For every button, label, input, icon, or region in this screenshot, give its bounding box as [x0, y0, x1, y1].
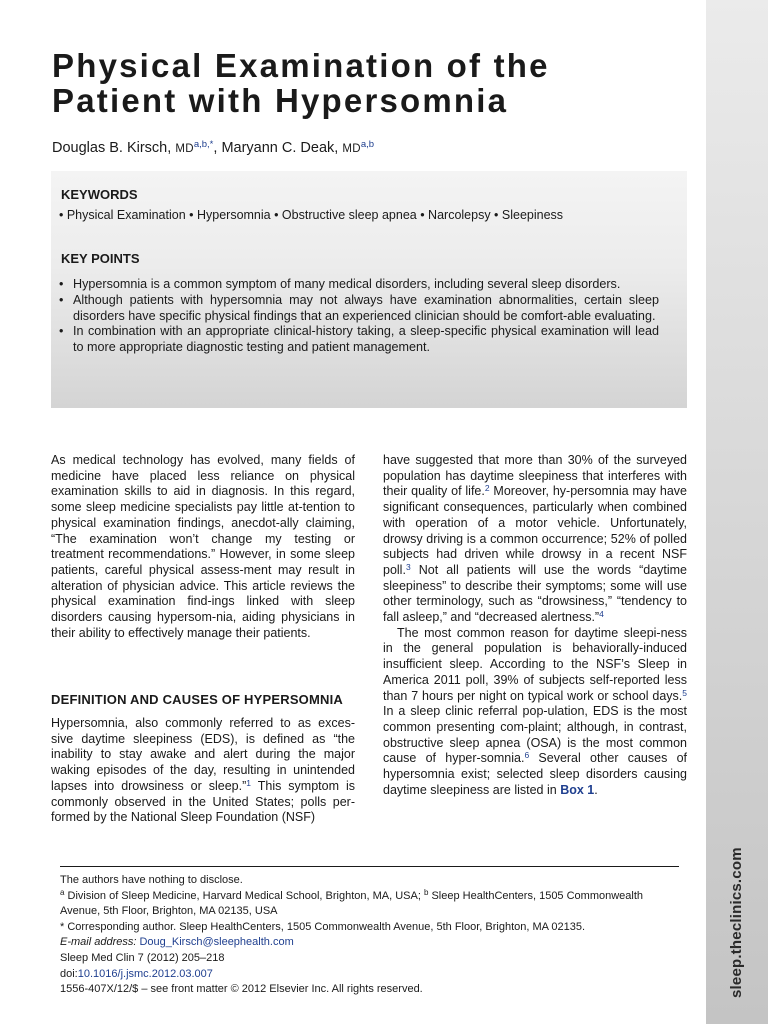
doi-link[interactable]: 10.1016/j.jsmc.2012.03.007: [77, 967, 213, 980]
journal-site-link[interactable]: sleep.theclinics.com: [728, 847, 745, 998]
keywords-keypoints-box: [51, 171, 687, 408]
title-line-1: Physical Examination of the: [52, 47, 550, 84]
definition-column: [51, 716, 355, 826]
reference-link[interactable]: 6: [524, 750, 530, 761]
reference-link[interactable]: 2: [484, 483, 490, 494]
doi-line: doi:10.1016/j.jsmc.2012.03.007: [60, 967, 213, 980]
key-points-list: [59, 277, 659, 356]
article-title: [52, 48, 692, 118]
reference-link[interactable]: 3: [405, 561, 411, 572]
corresponding-star[interactable]: *: [209, 139, 214, 150]
disclosure: The authors have nothing to disclose.: [60, 874, 243, 886]
bullet: •: [59, 324, 64, 339]
body-column-right: [383, 453, 687, 798]
section-heading: DEFINITION AND CAUSES OF HYPERSOMNIA: [51, 692, 344, 707]
box-1-link[interactable]: Box 1: [560, 782, 595, 797]
footnote-divider: [60, 866, 679, 867]
author-2-affiliation[interactable]: a,b: [360, 139, 375, 150]
author-2-name: Maryann C. Deak,: [221, 140, 343, 156]
copyright-line: 1556-407X/12/$ – see front matter © 2012 Elsevier Inc. All rights reserved.: [60, 983, 423, 995]
journal-sidebar: [706, 0, 768, 1024]
author-2-degree: MD: [342, 143, 361, 155]
continued-paragraph: have suggested that more than 30% of the surveyed population has daytime sleepiness that interferes with their quality of life.$^2$ Moreover, hy-persomnia may have significant consequences, particularly when combined with operation of a motor vehicle. Unfortunately, drowsy driving is a common occurrence; 52% of polled subjects had driven while drowsy in a recent NSF poll.$^3$ Not all patients will use the words “daytime sleepiness” to describe their symptoms; some will use other terminology, such as “drowsiness,” “tendency to fall asleep,” and “decreased alertness.”$^4$: [383, 453, 687, 625]
causes-paragraph: The most common reason for daytime sleepi-ness in the general population is behaviorally-induced insufficient sleep. According to the NSF’s Sleep in America 2011 poll, 39% of subjects self-reported less than 7 hours per night on typical work or school days.$^5$ In a sleep clinic referral pop-ulation, EDS is the most common presenting com-plaint; although, in contrast, obstructive sleep apnea (OSA) is the most common cause of hyper-somnia.$^6$ Several other causes of hypersomnia exist; selected sleep disorders causing daytime sleepiness are listed in Box 1.: [383, 625, 687, 797]
author-1-affiliation[interactable]: a,b,*: [193, 139, 214, 150]
corresponding-author: * Corresponding author. Sleep HealthCenters, 1505 Commonwealth Avenue, 5th Floor, Brighton, MA 02135.: [60, 920, 586, 933]
reference-link[interactable]: 4: [599, 609, 604, 620]
intro-paragraph: As medical technology has evolved, many fields of medicine have placed less reliance on physical examination skills to aid in diagnosis. In this regard, some sleep medicine specialists pay little at-tention to physical examination findings, anecdot-ally claiming, “The examination won’t change my testing or treatment recommendations.” However, in some sleep patients, careful physical assess-ment may result in alteration of physician advice. This article reviews the physical examination find-ings linked with sleep disorders causing hypersom-nia, aiding physicians in their ability to effectively manage their patients.: [51, 453, 355, 640]
email-line: [60, 935, 680, 951]
definition-paragraph: Hypersomnia, also commonly referred to as exces-sive daytime sleepiness (EDS), is defined as “the inability to stay awake and alert during the major waking episodes of the day, resulting in unintended lapses into drowsiness or sleep.”$^1$ This symptom is commonly observed in the United States; polls per-formed by the National Sleep Foundation (NSF): [51, 716, 355, 825]
affiliations: $^a$ Division of Sleep Medicine, Harvard Medical School, Brighton, MA, USA; $^b$ Sleep HealthCenters, 1505 Commonwealth Avenue, 5th Floor, Brighton, MA 02135, USA: [60, 887, 644, 917]
keywords-heading: KEYWORDS: [61, 187, 138, 202]
reference-link[interactable]: 1: [246, 777, 251, 788]
author-1-degree: MD: [175, 143, 194, 155]
key-point-item: • Hypersomnia is a common symptom of many medical disorders, including several sleep disorders.: [59, 277, 621, 291]
email-link[interactable]: Doug_Kirsch@sleephealth.com: [139, 936, 294, 948]
citation-block: [60, 951, 680, 998]
author-list: [52, 140, 374, 156]
reference-link[interactable]: 5: [682, 687, 687, 698]
body-column-left: [51, 453, 355, 641]
keywords-list: • Physical Examination • Hypersomnia • Obstructive sleep apnea • Narcolepsy • Sleepiness: [59, 208, 564, 222]
author-separator: ,: [213, 140, 222, 156]
key-point-item: • Although patients with hypersomnia may not always have examination abnormalities, certain sleep disorders have specific physical findings that an experienced clinician should be comfort-able evaluating.: [59, 292, 659, 323]
bullet: •: [59, 292, 64, 307]
journal-citation: Sleep Med Clin 7 (2012) 205–218: [60, 952, 225, 964]
bullet: •: [59, 277, 64, 291]
title-line-2: Patient with Hypersomnia: [52, 82, 509, 119]
key-point-item: • In combination with an appropriate clinical-history taking, a sleep-specific physical examination will lead to more appropriate diagnostic testing and patient management.: [59, 324, 659, 355]
author-1-name: Douglas B. Kirsch,: [52, 140, 176, 156]
key-points-heading: KEY POINTS: [61, 251, 140, 266]
footnotes: [60, 873, 680, 951]
email-label: E-mail address:: [60, 936, 137, 948]
